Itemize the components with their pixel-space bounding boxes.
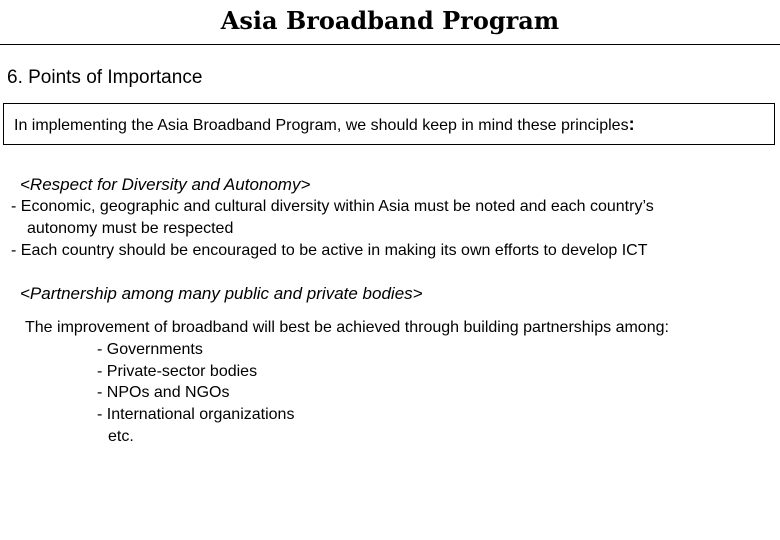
- principles-text: In implementing the Asia Broadband Program, we should keep in mind these principles: [14, 117, 629, 134]
- partnership-list-item: - NPOs and NGOs: [97, 384, 230, 401]
- partnership-list-item: - Governments: [97, 341, 203, 358]
- partnership-list-item: - International organizations: [97, 406, 295, 423]
- slide-title: Asia Broadband Program: [220, 6, 560, 35]
- principles-colon: :: [628, 114, 635, 134]
- principles-box: [3, 103, 775, 145]
- diversity-bullet: - Economic, geographic and cultural diversity within Asia must be noted and each country’s: [11, 198, 654, 215]
- partnership-intro: The improvement of broadband will best be achieved through building partnerships among:: [25, 319, 669, 336]
- diversity-bullet-continuation: autonomy must be respected: [27, 220, 234, 237]
- principles-statement: [14, 114, 635, 136]
- partnership-list-item: - Private-sector bodies: [97, 363, 258, 380]
- section-heading: 6. Points of Importance: [7, 67, 203, 88]
- title-divider: [0, 44, 780, 45]
- diversity-heading: <Respect for Diversity and Autonomy>: [20, 175, 311, 194]
- diversity-bullet: - Each country should be encouraged to be active in making its own efforts to develop ICT: [11, 242, 648, 259]
- partnership-heading: <Partnership among many public and private bodies>: [20, 284, 423, 303]
- partnership-list-trailer: etc.: [108, 428, 134, 445]
